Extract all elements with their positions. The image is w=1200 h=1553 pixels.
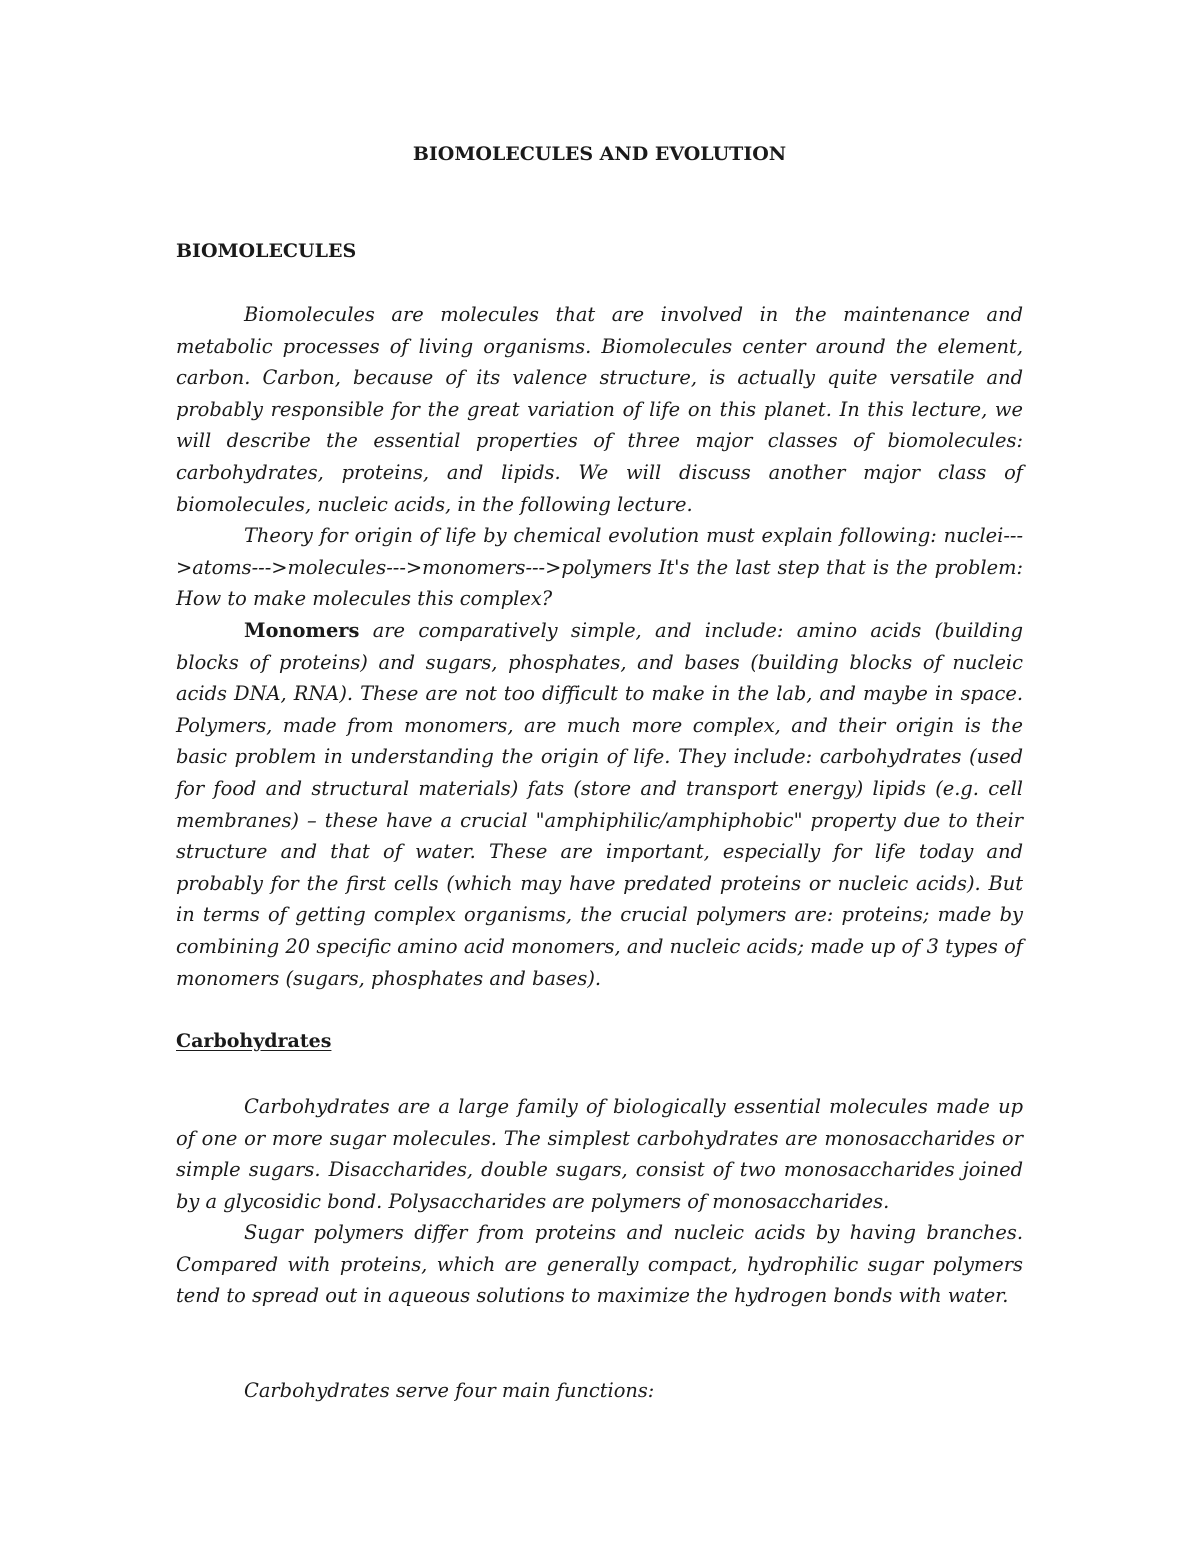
monomers-paragraph-text: are comparatively simple, and include: amino acids (building blocks of proteins) and sugars, phosphates, and bases (building blocks of nucleic acids DNA, RNA). These are not too difficult to make in the lab, and maybe in space. Polymers, made from monomers, are much more complex, and their origin is the basic problem in understanding the origin of life. They include: carbohydrates (used for food and structural materials) fats (store and transport energy) lipids (e.g. cell membranes) – these have a crucial "amphiphilic/amphiphobic" property due to their structure and that of water. These are important, especially for life today and probably for the first cells (which may have predated proteins or nucleic acids). But in terms of getting complex organisms, the crucial polymers are: proteins; made by combining 20 specific amino acid monomers, and nucleic acids; made up of 3 types of monomers (sugars, phosphates and bases). — [176, 619, 1023, 990]
section-heading-biomolecules: BIOMOLECULES — [176, 240, 357, 262]
paragraph-carbohydrate-functions: Carbohydrates serve four main functions: — [244, 1379, 655, 1402]
document-title: BIOMOLECULES AND EVOLUTION — [412, 143, 787, 165]
paragraph-monomers — [176, 615, 1023, 994]
monomers-term: Monomers — [244, 619, 360, 642]
paragraph-origin-of-life-theory: Theory for origin of life by chemical evolution must explain following: nuclei--->atoms--->molecules--->monomers--->polymers It's the last step that is the problem: How to make molecules this complex? — [176, 524, 1023, 611]
paragraph-biomolecules-definition: Biomolecules are molecules that are involved in the maintenance and metabolic processes of living organisms. Biomolecules center around the element, carbon. Carbon, because of its valence structure, is actually quite versatile and probably responsible for the great variation of life on this planet. In this lecture, we will describe the essential properties of three major classes of biomolecules: carbohydrates, proteins, and lipids. We will discuss another major class of biomolecules, nucleic acids, in the following lecture. — [176, 303, 1023, 516]
paragraph-sugar-polymers: Sugar polymers differ from proteins and nucleic acids by having branches. Compared with proteins, which are generally compact, hydrophilic sugar polymers tend to spread out in aqueous solutions to maximize the hydrogen bonds with water. — [176, 1221, 1023, 1308]
paragraph-carbohydrates-definition: Carbohydrates are a large family of biologically essential molecules made up of one or more sugar molecules. The simplest carbohydrates are monosaccharides or simple sugars. Disaccharides, double sugars, consist of two monosaccharides joined by a glycosidic bond. Polysaccharides are polymers of monosaccharides. — [176, 1095, 1023, 1213]
section-heading-carbohydrates: Carbohydrates — [176, 1030, 332, 1052]
